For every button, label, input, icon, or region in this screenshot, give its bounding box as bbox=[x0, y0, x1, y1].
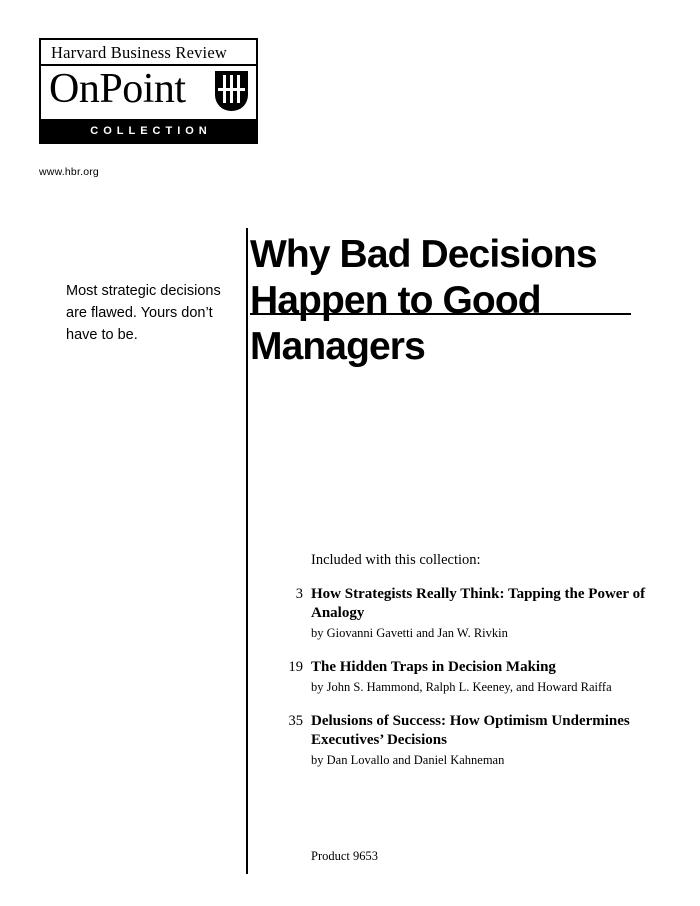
logo-product-point: Point bbox=[99, 66, 186, 112]
logo-product-on: On bbox=[49, 66, 100, 112]
list-item[interactable] bbox=[277, 658, 667, 696]
page-title-line-3: Managers bbox=[250, 325, 425, 368]
contents-heading: Included with this collection: bbox=[311, 552, 481, 568]
cover-deck: Most strategic decisions are flawed. Yours don’t have to be. bbox=[66, 283, 221, 343]
page-title-line-2: Happen to Good bbox=[250, 279, 541, 322]
hbr-onpoint-logo bbox=[39, 38, 258, 144]
logo-product-band bbox=[41, 66, 256, 119]
toc-article-authors: by Dan Lovallo and Daniel Kahneman bbox=[311, 753, 505, 767]
toc-page-number: 35 bbox=[288, 713, 303, 729]
product-code: Product 9653 bbox=[311, 849, 379, 863]
toc-article-title[interactable]: Delusions of Success: How Optimism Undermines Executives’ Decisions bbox=[311, 713, 630, 748]
toc-article-authors: by Giovanni Gavetti and Jan W. Rivkin bbox=[311, 626, 508, 640]
page-title-line-1: Why Bad Decisions bbox=[250, 233, 597, 276]
logo-collection-band bbox=[41, 119, 256, 142]
toc-article-authors: by John S. Hammond, Ralph L. Keeney, and Howard Raiffa bbox=[311, 680, 612, 694]
toc-article-title[interactable]: The Hidden Traps in Decision Making bbox=[311, 659, 556, 675]
site-url: www.hbr.org bbox=[39, 166, 99, 178]
logo-product-text bbox=[49, 62, 186, 116]
page-title bbox=[250, 232, 650, 370]
toc-article-title[interactable]: How Strategists Really Think: Tapping the Power of Analogy bbox=[311, 586, 646, 621]
toc-page-number: 19 bbox=[288, 659, 303, 675]
vertical-divider bbox=[246, 228, 248, 874]
toc-page-number: 3 bbox=[295, 586, 303, 602]
logo-brand-text: Harvard Business Review bbox=[51, 43, 227, 62]
contents-list bbox=[277, 552, 667, 785]
list-item[interactable] bbox=[277, 585, 667, 642]
list-item[interactable] bbox=[277, 712, 667, 769]
harvard-shield-icon bbox=[215, 71, 248, 111]
logo-collection-text: COLLECTION bbox=[90, 124, 212, 137]
